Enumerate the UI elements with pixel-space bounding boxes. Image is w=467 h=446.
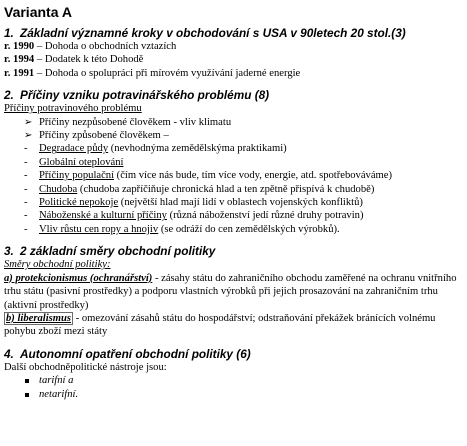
treaty-text: – Dohoda o spolupráci při mírovém využívání jaderné energie [34, 67, 301, 79]
policy-liberalism [4, 312, 464, 339]
section-2-title: Příčiny vzniku potravinářského problému (8) [20, 88, 270, 103]
section-1-number: 1. [4, 26, 14, 40]
section-2-heading [4, 88, 464, 102]
list-item: ➢ Příčiny nezpůsobené člověkem - vliv klimatu [24, 116, 232, 128]
list-item: ➢ Příčiny způsobené člověkem – [24, 130, 169, 142]
dash-bullet-icon: - [24, 183, 28, 195]
section-3-title: 2 základní směry obchodní politiky [20, 244, 216, 259]
dash-bullet-icon: - [24, 197, 28, 209]
cause-key: Náboženské a kulturní příčiny [39, 210, 167, 222]
cause-detail: (čím více nás bude, tím více vody, energie, atd. spotřebováváme) [114, 170, 393, 182]
list-item: netarifní. [4, 388, 464, 401]
policy-text: - zásahy státu do zahraničního obchodu zaměřené na ochranu vnitřního trhu státu (pasivní prostředky) a podporu vlastních výrobků při jejich prosazování na zahraničním trhu (aktivní prostředky) [4, 272, 457, 311]
section-4-intro: Další obchodněpolitické nástroje jsou: [4, 361, 167, 373]
cause-detail: (chudoba zapříčiňuje chronická hlad a ten zpětně přispívá k chudobě) [77, 183, 375, 195]
cause-key: Globální oteplování [39, 156, 124, 168]
treaty-year: r. 1994 [4, 54, 35, 66]
cause-key: Příčiny populační [39, 170, 115, 182]
list-item [4, 142, 464, 155]
section-2-subtitle: Příčiny potravinového problému [4, 103, 142, 115]
arrow-bullet-icon: ➢ [24, 130, 33, 142]
treaty-year: r. 1990 [4, 41, 35, 52]
treaty-item [4, 53, 464, 66]
section-3-number: 3. [4, 244, 14, 259]
list-item [4, 209, 464, 222]
section-4-number: 4. [4, 346, 14, 361]
square-bullet-icon [25, 379, 29, 383]
document-title: Varianta A [4, 4, 72, 20]
list-item [4, 156, 464, 169]
section-1-heading [4, 26, 464, 40]
cause-groups-list [4, 116, 464, 143]
treaty-item [4, 40, 464, 53]
cause-key: Degradace půdy [39, 143, 109, 155]
dash-bullet-icon: - [24, 170, 28, 182]
treaty-text: – Dodatek k této Dohodě [34, 54, 144, 66]
list-item [4, 223, 464, 236]
list-item: tarifní a [4, 374, 464, 387]
cause-detail: (největší hlad mají lidí v oblastech vojenských konfliktů) [118, 197, 363, 209]
policy-label: b) liberalismus [6, 312, 72, 324]
dash-bullet-icon: - [24, 223, 28, 235]
section-2-number: 2. [4, 88, 14, 103]
dash-bullet-icon: - [24, 210, 28, 222]
section-4-heading [4, 347, 464, 361]
dash-bullet-icon: - [24, 143, 28, 155]
arrow-bullet-icon: ➢ [24, 116, 33, 128]
instruments-list [4, 374, 464, 401]
list-item [4, 196, 464, 209]
treaty-item [4, 67, 464, 80]
list-item [4, 183, 464, 196]
section-3-heading [4, 244, 464, 258]
dash-bullet-icon: - [24, 156, 28, 168]
section-4-title: Autonomní opatření obchodní politiky (6) [20, 346, 251, 361]
cause-detail: (různá náboženství jedí různé druhy potravin) [166, 210, 364, 222]
policy-protectionism [4, 272, 464, 312]
treaty-text: – Dohoda o obchodních vztazích [34, 41, 177, 52]
document [4, 3, 464, 401]
human-causes-list [4, 142, 464, 236]
square-bullet-icon [25, 393, 29, 397]
treaty-year: r. 1991 [4, 67, 35, 79]
section-1-list [4, 40, 464, 80]
section-3-subtitle: Směry obchodní politiky: [4, 259, 111, 271]
cause-detail: (nevhodnýma zemědělskýma praktikami) [108, 143, 287, 155]
cause-key: Politické nepokoje [39, 197, 119, 209]
cause-key: Chudoba [39, 183, 78, 195]
policy-text: - omezování zásahů státu do hospodářství; odstraňování překážek bránících volnému pohybu zboží mezi státy [4, 312, 436, 338]
policy-label: a) protekcionismus (ochranářství) [4, 272, 153, 284]
section-1-title: Základní významné kroky v obchodování s USA v 90letech 20 stol.(3) [20, 26, 406, 40]
cause-detail: (se odráží do cen zemědělských výrobků). [158, 223, 340, 235]
list-item [4, 169, 464, 182]
cause-key: Vliv růstu cen ropy a hnojiv [39, 223, 159, 235]
